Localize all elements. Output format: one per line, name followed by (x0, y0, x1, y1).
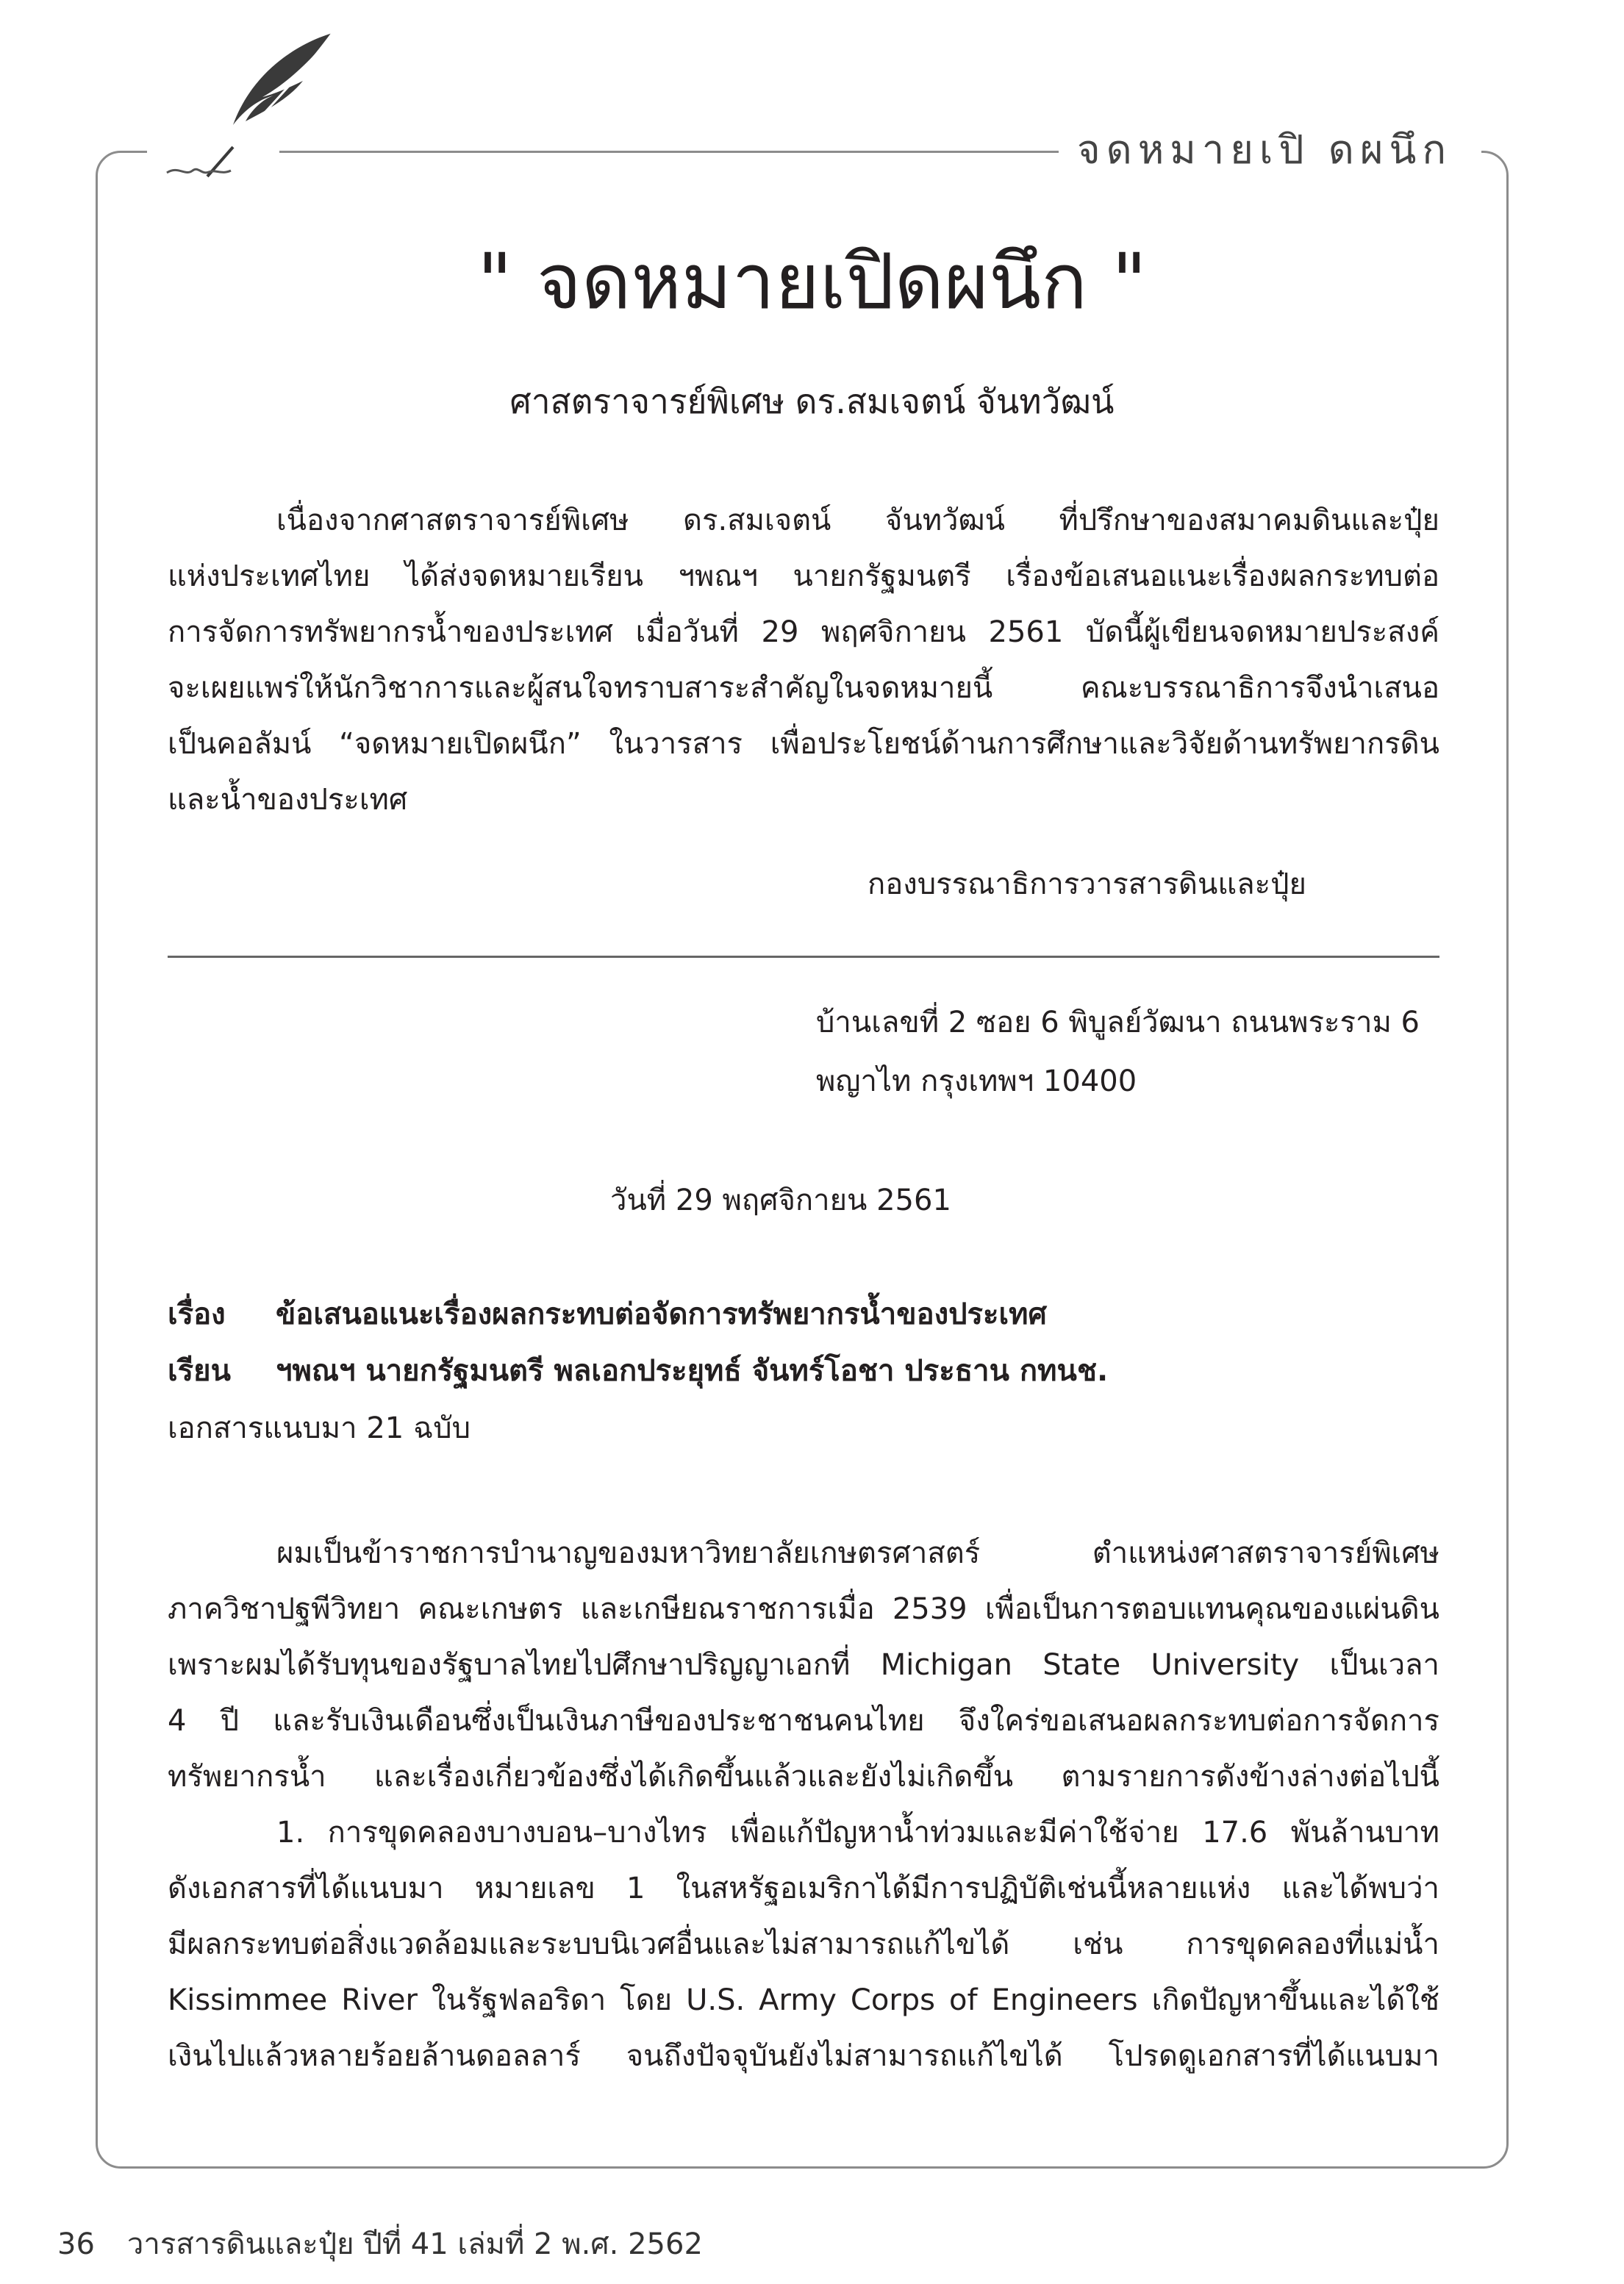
body-line: ดังเอกสารที่ได้แนบมา หมายเลข 1 ในสหรัฐอเมริกาได้มีการปฏิบัติเช่นนี้หลายแห่ง และได้พบว่า (168, 1872, 1439, 1905)
divider (168, 956, 1439, 958)
body-line: ทรัพยากรน้ำ และเรื่องเกี่ยวข้องซึ่งได้เกิดขึ้นแล้วและยังไม่เกิดขึ้น ตามรายการดังข้างล่างต่อไปนี้ (168, 1760, 1439, 1794)
body-line: 1. การขุดคลองบางบอน–บางไทร เพื่อแก้ปัญหาน้ำท่วมและมีค่าใช้จ่าย 17.6 พันล้านบาท (276, 1816, 1439, 1850)
section-label: จดหมายเปิ ดผนึก (1077, 126, 1453, 173)
intro-line: แห่งประเทศไทย ได้ส่งจดหมายเรียน ฯพณฯ นายกรัฐมนตรี เรื่องข้อเสนอแนะเรื่องผลกระทบต่อ (168, 559, 1439, 593)
to-text: ฯพณฯ นายกรัฐมนตรี พลเอกประยุทธ์ จันทร์โอชา ประธาน กทนช. (276, 1354, 1109, 1388)
body-line: Kissimmee River ในรัฐฟลอริดา โดย U.S. Army Corps of Engineers เกิดปัญหาขึ้นและได้ใช้ (168, 1983, 1439, 2017)
address-line: พญาไท กรุงเทพฯ 10400 (816, 1064, 1137, 1098)
body-line: ผมเป็นข้าราชการบำนาญของมหาวิทยาลัยเกษตรศาสตร์ ตำแหน่งศาสตราจารย์พิเศษ (276, 1536, 1439, 1570)
intro-line: จะเผยแพร่ให้นักวิชาการและผู้สนใจทราบสาระสำคัญในจดหมายนี้ คณะบรรณาธิการจึงนำเสนอ (168, 671, 1439, 705)
body-line: มีผลกระทบต่อสิ่งแวดล้อมและระบบนิเวศอื่นและไม่สามารถแก้ไขได้ เช่น การขุดคลองที่แม่น้ำ (168, 1927, 1439, 1961)
intro-line: เป็นคอลัมน์ “จดหมายเปิดผนึก” ในวารสาร เพื่อประโยชน์ด้านการศึกษาและวิจัยด้านทรัพยากรดิน (168, 727, 1439, 761)
subject-label: เรื่อง (168, 1297, 226, 1331)
attachment-note: เอกสารแนบมา 21 ฉบับ (168, 1411, 471, 1445)
letter-date: วันที่ 29 พฤศจิกายน 2561 (610, 1184, 951, 1217)
address-line: บ้านเลขที่ 2 ซอย 6 พิบูลย์วัฒนา ถนนพระราม 6 (816, 1006, 1420, 1039)
page-number: 36 (57, 2227, 95, 2261)
to-label: เรียน (168, 1354, 231, 1388)
header-rule (283, 151, 1048, 153)
letter-body (168, 1525, 1439, 2084)
body-line: 4 ปี และรับเงินเดือนซึ่งเป็นเงินภาษีของประชาชนคนไทย จึงใคร่ขอเสนอผลกระทบต่อการจัดการ (168, 1704, 1439, 1738)
author-name: ศาสตราจารย์พิเศษ ดร.สมเจตน์ จันทวัฒน์ (509, 382, 1115, 421)
intro-line: และน้ำของประเทศ (168, 783, 408, 817)
page-footer (57, 2220, 703, 2267)
intro-line: เนื่องจากศาสตราจารย์พิเศษ ดร.สมเจตน์ จันทวัฒน์ ที่ปรึกษาของสมาคมดินและปุ๋ย (276, 504, 1439, 537)
journal-citation: วารสารดินและปุ๋ย ปีที่ 41 เล่มที่ 2 พ.ศ. 2562 (126, 2227, 703, 2261)
body-line: เพราะผมได้รับทุนของรัฐบาลไทยไปศึกษาปริญญาเอกที่ Michigan State University เป็นเวลา (168, 1648, 1439, 1682)
subject-text: ข้อเสนอแนะเรื่องผลกระทบต่อจัดการทรัพยากรน้ำของประเทศ (276, 1297, 1047, 1331)
intro-paragraph (168, 493, 1439, 828)
editorial-signature: กองบรรณาธิการวารสารดินและปุ๋ย (868, 867, 1306, 901)
quill-pen-icon (163, 29, 340, 184)
body-line: เงินไปแล้วหลายร้อยล้านดอลลาร์ จนถึงปัจจุบันยังไม่สามารถแก้ไขได้ โปรดดูเอกสารที่ได้แนบมา (168, 2039, 1439, 2073)
body-line: ภาควิชาปฐพีวิทยา คณะเกษตร และเกษียณราชการเมื่อ 2539 เพื่อเป็นการตอบแทนคุณของแผ่นดิน (168, 1592, 1439, 1626)
page-title: " จดหมายเปิดผนึก " (477, 237, 1147, 326)
intro-line: การจัดการทรัพยากรน้ำของประเทศ เมื่อวันที่ 29 พฤศจิกายน 2561 บัดนี้ผู้เขียนจดหมายประสงค์ (168, 615, 1439, 649)
